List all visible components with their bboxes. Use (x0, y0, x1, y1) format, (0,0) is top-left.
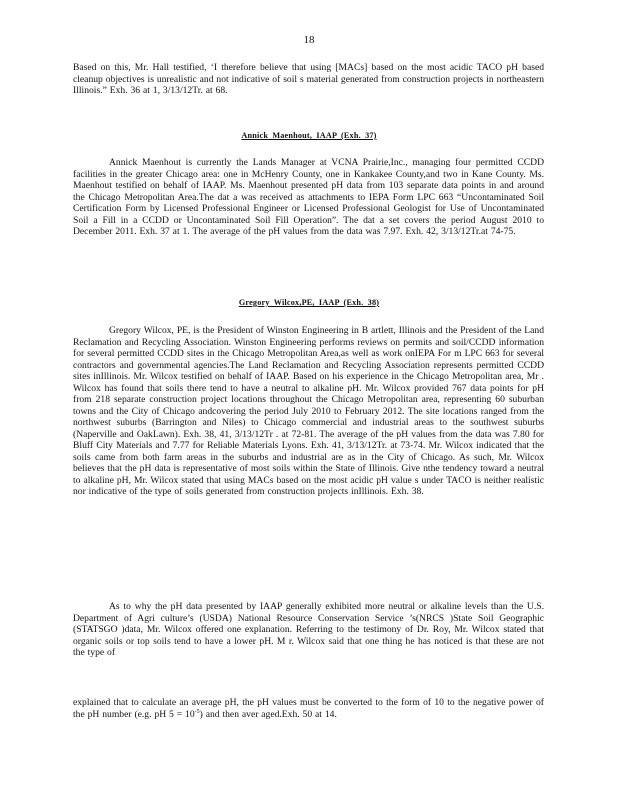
maenhout-paragraph: Annick Maenhout is currently the Lands Manager at VCNA Prairie,Inc., managing four permitted CCDD facilities in the greater Chicago area: one in McHenry County, one in Kankakee County,and two in Kane County. Ms. Maenhout testified on behalf of IAAP. Ms. Maenhout presented pH data from 103 separate data points in and around the Chicago Metropolitan Area.The dat a was received as attachments to IEPA Form LPC 663 “Uncontaminated Soil Certification Form by Licensed Professional Engineer or Licensed Professional Geologist for Use of Uncontaminated Soil a Fill in a CCDD or Uncontaminated Soil Fill Operation”. The dat a set covers the period August 2010 to December 2011. Exh. 37 at 1. The average of the pH values from the data was 7.97. Exh. 42, 3/13/12Tr.at 74-75. (73, 157, 544, 237)
wilcox-paragraph: Gregory Wilcox, PE, is the President of Winston Engineering in B artlett, Illinois and the President of the Land Reclamation and Recycling Association. Winston Engineering performs reviews on permits and soil/CCDD information for several permitted CCDD sites in the Chicago Metropolitan Area,as well as work onIEPA For m LPC 663 for several contractors and governmental agencies.The Land Reclamation and Recycling Association represents permitted CCDD sites inIllinois. Mr. Wilcox testified on behalf of IAAP. Based on his experience in the Chicago Metropolitan area, Mr . Wilcox has found that soils there tend to have a neutral to alkaline pH. Mr. Wilcox provided 767 data points for pH from 218 separate construction project locations throughout the Chicago Metropolitan area, representing 60 suburban towns and the City of Chicago andcovering the period July 2010 to February 2012. The site locations ranged from the northwest suburbs (Barrington and Niles) to Chicago commercial and industrial areas to the southwest suburbs (Naperville and OakLawn). Exh. 38, 41, 3/13/12Tr . at 72-81. The average of the pH values from the data was 7.80 for Bluff City Materials and 7.77 for Reliable Materials Lyons. Exh. 41, 3/13/12Tr. at 73-74. Mr. Wilcox indicated that the soils came from both farm areas in the suburbs and industrial are as in the City of Chicago. As such, Mr. Wilcox believes that the pH data is representative of most soils within the State of Illinois. Give nthe tendency toward a neutral to alkaline pH, Mr. Wilcox stated that using MACs based on the most acidic pH value s under TACO is neither realistic nor indicative of the type of soils generated from construction projects inIllinois. Exh. 38. (73, 325, 544, 497)
iaap-data-paragraph: As to why the pH data presented by IAAP generally exhibited more neutral or alkaline levels than the U.S. Department of Agri culture’s (USDA) National Resource Conservation Service ’s(NRCS )State Soil Geographic (STATSGO )data, Mr. Wilcox offered one explanation. Referring to the testimony of Dr. Roy, Mr. Wilcox stated that organic soils or top soils tend to have a lower pH. M r. Wilcox said that one thing he has noticed is that these are not the type of (73, 601, 544, 658)
maenhout-heading: Annick Maenhout, IAAP (Exh. 37) (241, 131, 377, 140)
hall-paragraph: Based on this, Mr. Hall testified, ‘I therefore believe that using [MACs] based on the most acidic TACO pH based cleanup objectives is unrealistic and not indicative of soil s material generated from construction projects in northeastern Illinois.” Exh. 36 at 1, 3/13/12Tr. at 68. (73, 62, 545, 96)
averaging-text: explained that to calculate an average pH, the pH values must be converted to the form of 10 to the negative power of the pH number (e.g. pH 5 = 10 (73, 697, 544, 720)
page-number: 18 (303, 34, 315, 46)
wilcox-heading: Gregory Wilcox,PE, IAAP (Exh. 38) (238, 298, 380, 307)
averaging-paragraph (73, 697, 544, 720)
averaging-text-end: ) and then aver aged.Exh. 50 at 14. (199, 708, 337, 720)
exponent: -5 (194, 708, 200, 715)
